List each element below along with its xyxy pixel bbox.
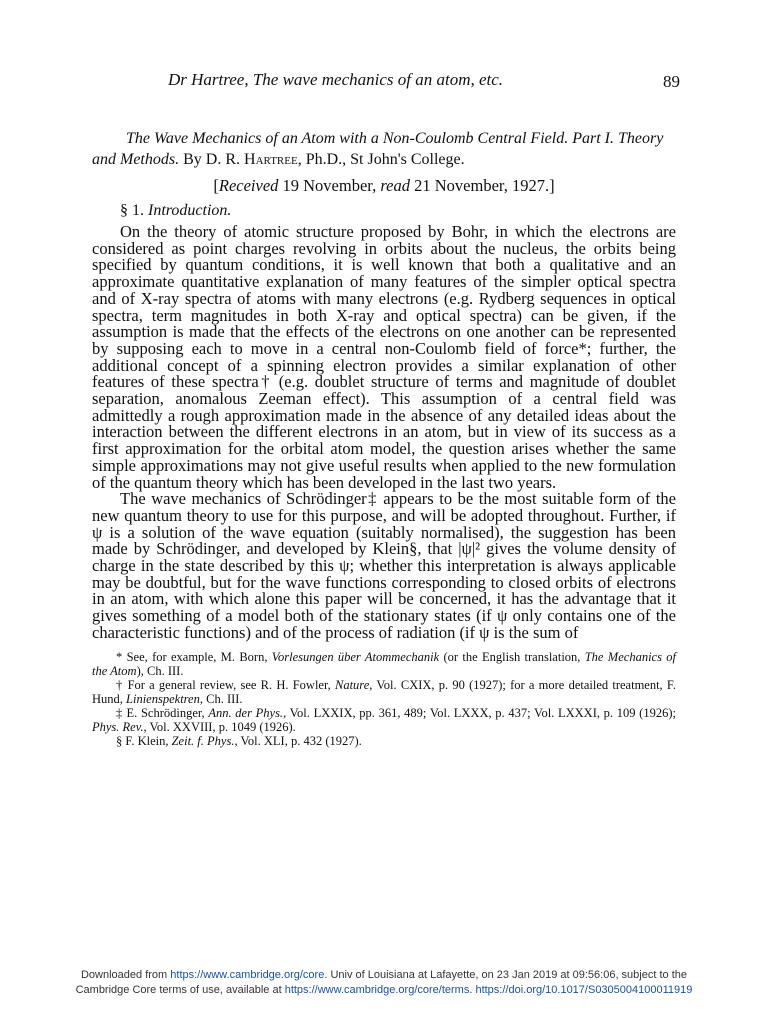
cambridge-core-link[interactable]: https://www.cambridge.org/core <box>170 969 325 981</box>
article-affiliation: , Ph.D., St John's College. <box>297 151 465 168</box>
received-date: 19 November, <box>278 176 381 195</box>
article-title: The Wave Mechanics of an Atom with a Non-Coulomb Central Field. Part I. Theory and Methods. <box>92 130 664 168</box>
article-title-block <box>92 128 676 170</box>
footnote-2-text-c: , Ch. III. <box>199 691 243 706</box>
section-title: Introduction. <box>148 202 232 219</box>
footnote-2-work: Linienspektren <box>126 691 200 706</box>
read-date: 21 November, 1927.] <box>410 176 555 195</box>
footnote-3 <box>92 706 676 734</box>
footnote-1 <box>92 650 676 678</box>
footnote-4-text: § F. Klein, <box>116 733 172 748</box>
footnote-3-text: ‡ E. Schrödinger, <box>116 705 209 720</box>
section-number: § 1. <box>120 202 148 219</box>
article-by: By D. R. <box>179 151 245 168</box>
footnote-3-journal: Ann. der Phys. <box>208 705 284 720</box>
footnote-3-text-c: , Vol. XXVIII, p. 1049 (1926). <box>143 719 296 734</box>
terms-link[interactable]: https://www.cambridge.org/core/terms <box>284 984 470 996</box>
download-notice-line-2 <box>0 983 768 998</box>
footnote-2-text: † For a general review, see R. H. Fowler, <box>116 677 335 692</box>
footnote-1-text: * See, for example, M. Born, <box>116 649 272 664</box>
body-paragraph-2: The wave mechanics of Schrödinger‡ appears to be the most suitable form of the new quantum theory to use for this purpose, and will be adopted throughout. Further, if ψ is a solution of the wave equation (suitably normalised), the suggestion has been made by Schrödinger, and developed by Klein§, that |ψ|² gives the volume density of charge in the state described by this ψ; whether this interpretation is always applicable may be doubtful, but for the wave functions corresponding to closed orbits of electrons in an atom, with which alone this paper will be concerned, it has the advantage that it gives something of a model both of the stationary states (if ψ only contains one of the characteristic functions) and of the process of radiation (if ψ is the sum of <box>92 489 676 642</box>
footnote-1-text-b: (or the English translation, <box>439 649 585 664</box>
received-open: [ <box>213 176 219 195</box>
doi-link[interactable]: https://doi.org/10.1017/S0305004100011919 <box>475 984 693 996</box>
received-line <box>92 175 676 197</box>
footnote-4-journal: Zeit. f. Phys. <box>171 733 235 748</box>
page-number: 89 <box>663 72 680 91</box>
article-content <box>92 128 676 748</box>
notice-text-b: . Univ of Louisiana at Lafayette, on 23 Jan 2019 at 09:56:06, subject to the <box>324 969 687 981</box>
footnote-4 <box>92 734 676 748</box>
article-author: Hartree <box>244 151 298 168</box>
footnotes <box>92 650 676 748</box>
notice-terms-text: Cambridge Core terms of use, available at <box>75 984 285 996</box>
footnote-2-journal: Nature <box>334 677 370 692</box>
download-notice <box>0 968 768 998</box>
footnote-3-text-b: , Vol. LXXIX, pp. 361, 489; Vol. LXXX, p. 437; Vol. LXXXI, p. 109 (1926); <box>283 705 676 720</box>
read-label: read <box>380 176 411 195</box>
section-heading <box>120 200 676 222</box>
notice-separator: . <box>469 984 476 996</box>
footnote-2-text-b: , Vol. CXIX, p. 90 (1927); for a more detailed treatment, F. Hund, <box>92 677 676 706</box>
footnote-1-work: Vorlesungen über Atommechanik <box>271 649 440 664</box>
received-label: Received <box>218 176 279 195</box>
footnote-1-work-2: The Mechanics of the Atom <box>92 649 676 678</box>
download-notice-line-1 <box>0 968 768 983</box>
footnote-1-text-c: ), Ch. III. <box>136 663 184 678</box>
notice-text: Downloaded from <box>80 969 171 981</box>
footnote-2 <box>92 678 676 706</box>
running-head: Dr Hartree, The wave mechanics of an atom, etc. <box>168 70 504 89</box>
footnote-4-text-b: , Vol. XLI, p. 432 (1927). <box>234 733 362 748</box>
body-paragraph-1: On the theory of atomic structure proposed by Bohr, in which the electrons are considered as point charges revolving in orbits about the nucleus, the orbits being specified by quantum conditions, it is well known that both a qualitative and an approximate quantitative explanation of many features of the simpler optical spectra and of X-ray spectra of atoms with many electrons (e.g. Rydberg sequences in optical spectra, term magnitudes in both X-ray and optical spectra) can be given, if the assumption is made that the effects of the electrons on one another can be represented by supposing each to move in a central non-Coulomb field of force*; further, the additional concept of a spinning electron provides a similar explanation of other features of these spectra† (e.g. doublet structure of terms and magnitude of doublet separation, anomalous Zeeman effect). This assumption of a central field was admittedly a rough approximation made in the absence of any detailed ideas about the interaction between the different electrons in an atom, but in view of its success as a first approximation for the orbital atom model, the question arises whether the same simple approximations may not give useful results when applied to the new formulation of the quantum theory which has been developed in the last two years. <box>92 222 676 492</box>
footnote-3-journal-2: Phys. Rev. <box>92 719 144 734</box>
